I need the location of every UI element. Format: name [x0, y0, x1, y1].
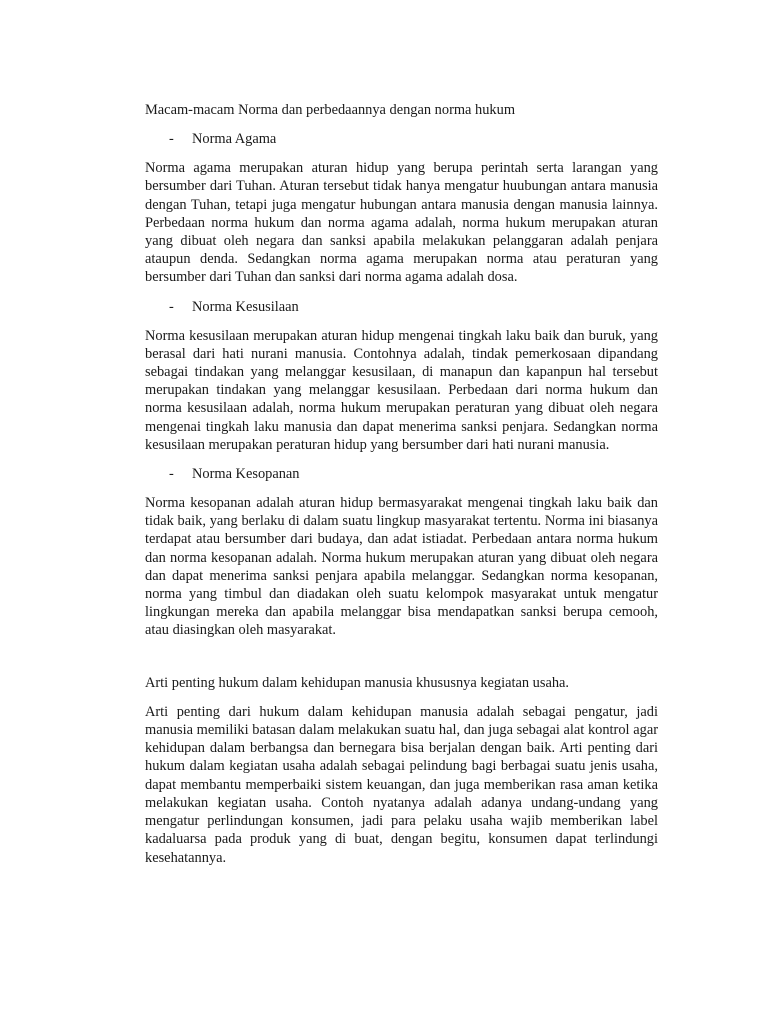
bullet-dash: - — [169, 298, 174, 315]
section-paragraph: Norma kesusilaan merupakan aturan hidup mengenai tingkah laku baik dan buruk, yang berasal dari hati nurani manusia. Contohnya adalah, tindak pemerkosaan dipandang sebagai tindakan yang melanggar kesusilaan, di manapun dan kapanpun hal tersebut merupakan tindakan yang melanggar kesusilaan. Perbedaan dari norma hukum dan norma kesusilaan adalah, norma hukum merupakan peraturan yang dibuat oleh negara mengenai tingkah laku manusia dan dapat menerima sanksi penjara. Sedangkan norma kesusilaan merupakan peraturan hidup yang bersumber dari hati nurani manusia. — [145, 327, 658, 453]
section-heading: Norma Agama — [192, 131, 277, 148]
section-paragraph: Norma kesopanan adalah aturan hidup bermasyarakat mengenai tingkah laku baik dan tidak baik, yang berlaku di dalam suatu lingkup masyarakat tertentu. Norma ini biasanya terdapat atau bersumber dari budaya, dan adat istiadat. Perbedaan antara norma hukum dan norma kesopanan adalah. Norma hukum merupakan aturan yang dibuat oleh negara dan dapat menerima sanksi penjara apabila melanggar. Sedangkan norma kesopanan, norma yang timbul dan diadakan oleh suatu kelompok masyarakat untuk mengatur lingkungan mereka dan apabila melanggar bisa mendapatkan sanksi berupa cemooh, atau diasingkan oleh masyarakat. — [145, 495, 658, 639]
spacer — [145, 483, 658, 494]
bullet-dash: - — [169, 466, 174, 483]
second-paragraph: Arti penting dari hukum dalam kehidupan manusia adalah sebagai pengatur, jadi manusia memiliki batasan dalam melakukan suatu hal, dan juga sebagai alat kontrol agar kehidupan dalam berbangsa dan bernegara bisa berjalan dengan baik. Arti penting dari hukum dalam kegiatan usaha adalah sebagai pelindung bagi berbagai suatu jenis usaha, dapat membantu memperbaiki sistem keuangan, dan juga memberikan rasa aman ketika melakukan kegiatan usaha. Contoh nyatanya adalah adanya undang-undang yang mengatur perlindungan konsumen, jadi para pelaku usaha wajib memberikan label kadaluarsa pada produk yang di buat, dengan begitu, konsumen dapat terlindungi kesehatannya. — [145, 703, 658, 866]
bullet-item-norma-agama — [145, 130, 658, 148]
section-paragraph: Norma agama merupakan aturan hidup yang berupa perintah serta larangan yang bersumber dari Tuhan. Aturan tersebut tidak hanya mengatur huubungan antara manusia dengan Tuhan, tetapi juga mengatur hubungan antara manusia dengan manusia lainnya. Perbedaan norma hukum dan norma agama adalah, norma hukum merupakan aturan yang dibuat oleh negara dan sanksi apabila melakukan pelanggaran adalah penjara ataupun denda. Sedangkan norma agama merupakan norma atau peraturan yang bersumber dari Tuhan dan sanksi dari norma agama adalah dosa. — [145, 160, 658, 286]
spacer — [145, 640, 658, 674]
section-heading: Norma Kesusilaan — [192, 298, 299, 315]
spacer — [145, 316, 658, 327]
spacer — [145, 287, 658, 298]
spacer — [145, 148, 658, 159]
document-page — [145, 101, 658, 867]
bullet-item-norma-kesopanan — [145, 465, 658, 483]
section-heading: Norma Kesopanan — [192, 466, 300, 483]
bullet-dash: - — [169, 131, 174, 148]
bullet-item-norma-kesusilaan — [145, 298, 658, 316]
spacer — [145, 692, 658, 703]
second-title: Arti penting hukum dalam kehidupan manusia khususnya kegiatan usaha. — [145, 674, 570, 691]
document-title: Macam-macam Norma dan perbedaannya dengan norma hukum — [145, 102, 516, 118]
spacer — [145, 119, 658, 130]
spacer — [145, 454, 658, 465]
